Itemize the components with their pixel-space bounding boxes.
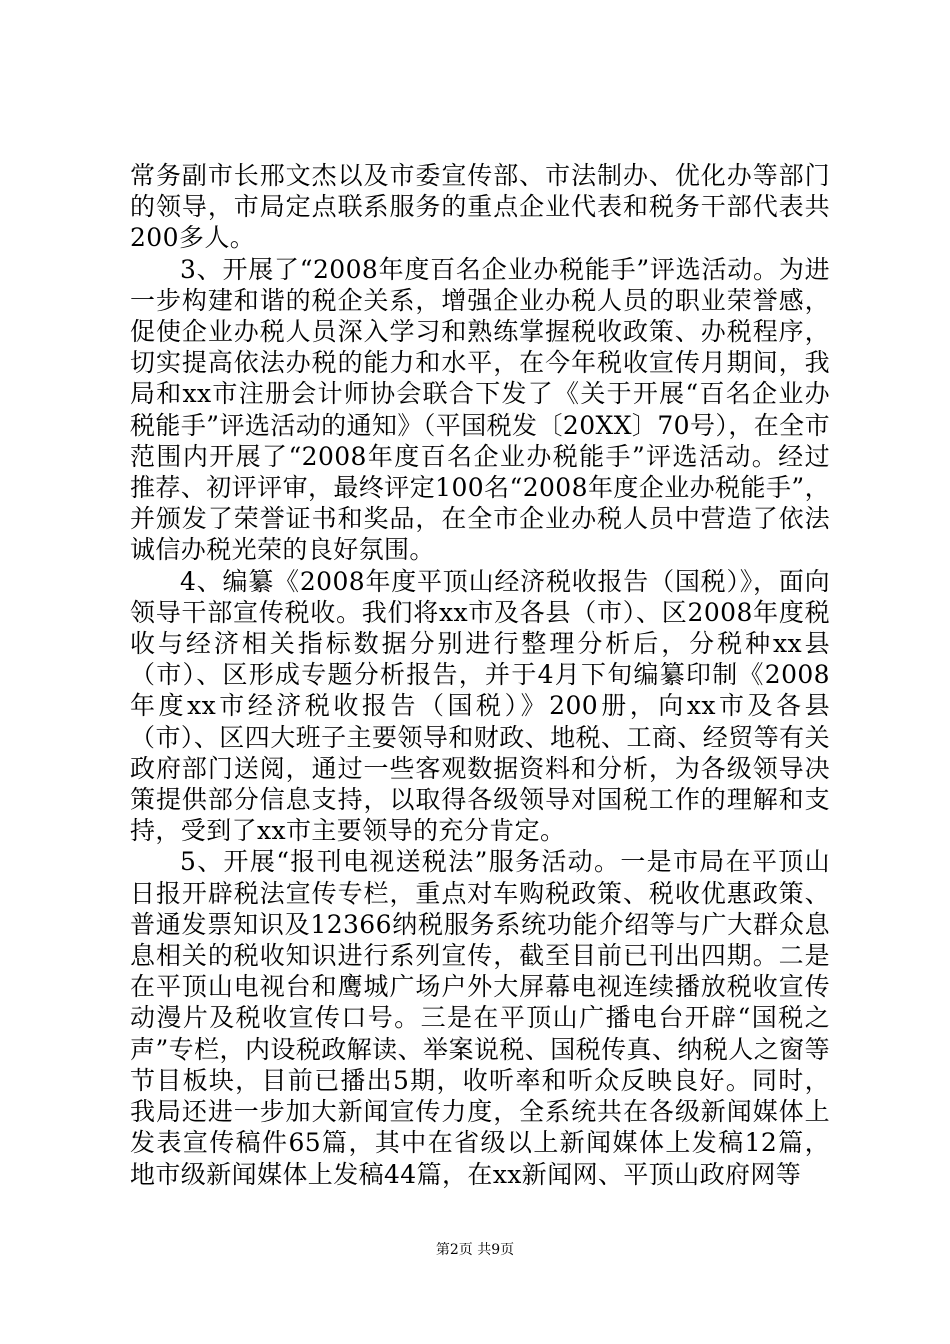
page-footer: 第2页 共9页 [435,1242,515,1258]
paragraph-item-4: 4、编纂《2008年度平顶山经济税收报告（国税）》，面向领导干部宣传税收。我们将xx市及各县（市）、区2008年度税收与经济相关指标数据分别进行整理分析后，分税种xx县（市）、区形成专题分析报告，并于4月下旬编纂印制《2008年度xx市经济税收报告（国税）》200册，向xx市及各县（市）、区四大班子主要领导和财政、地税、工商、经贸等有关政府部门送阅，通过一些客观数据资料和分析，为各级领导决策提供部分信息支持，以取得各级领导对国税工作的理解和支持，受到了xx市主要领导的充分肯定。 [130,566,830,846]
document-body [130,160,830,1190]
paragraph-item-5: 5、开展“报刊电视送税法”服务活动。一是市局在平顶山日报开辟税法宣传专栏，重点对车购税政策、税收优惠政策、普通发票知识及12366纳税服务系统功能介绍等与广大群众息息相关的税收知识进行系列宣传，截至目前已刊出四期。二是在平顶山电视台和鹰城广场户外大屏幕电视连续播放税收宣传动漫片及税收宣传口号。三是在平顶山广播电台开辟“国税之声”专栏，内设税政解读、举案说税、国税传真、纳税人之窗等节目板块，目前已播出5期，收听率和听众反映良好。同时，我局还进一步加大新闻宣传力度，全系统共在各级新闻媒体上发表宣传稿件65篇，其中在省级以上新闻媒体上发稿12篇，地市级新闻媒体上发稿44篇，在xx新闻网、平顶山政府网等 [130,847,830,1189]
paragraph-continuation: 常务副市长邢文杰以及市委宣传部、市法制办、优化办等部门的领导，市局定点联系服务的重点企业代表和税务干部代表共200多人。 [130,161,830,253]
paragraph-item-3: 3、开展了“2008年度百名企业办税能手”评选活动。为进一步构建和谐的税企关系，增强企业办税人员的职业荣誉感，促使企业办税人员深入学习和熟练掌握税收政策、办税程序，切实提高依法办税的能力和水平，在今年税收宣传月期间，我局和xx市注册会计师协会联合下发了《关于开展“百名企业办税能手”评选活动的通知》（平国税发〔20XX〕70号），在全市范围内开展了“2008年度百名企业办税能手”评选活动。经过推荐、初评评审，最终评定100名“2008年度企业办税能手”，并颁发了荣誉证书和奖品，在全市企业办税人员中营造了依法诚信办税光荣的良好氛围。 [130,254,830,565]
